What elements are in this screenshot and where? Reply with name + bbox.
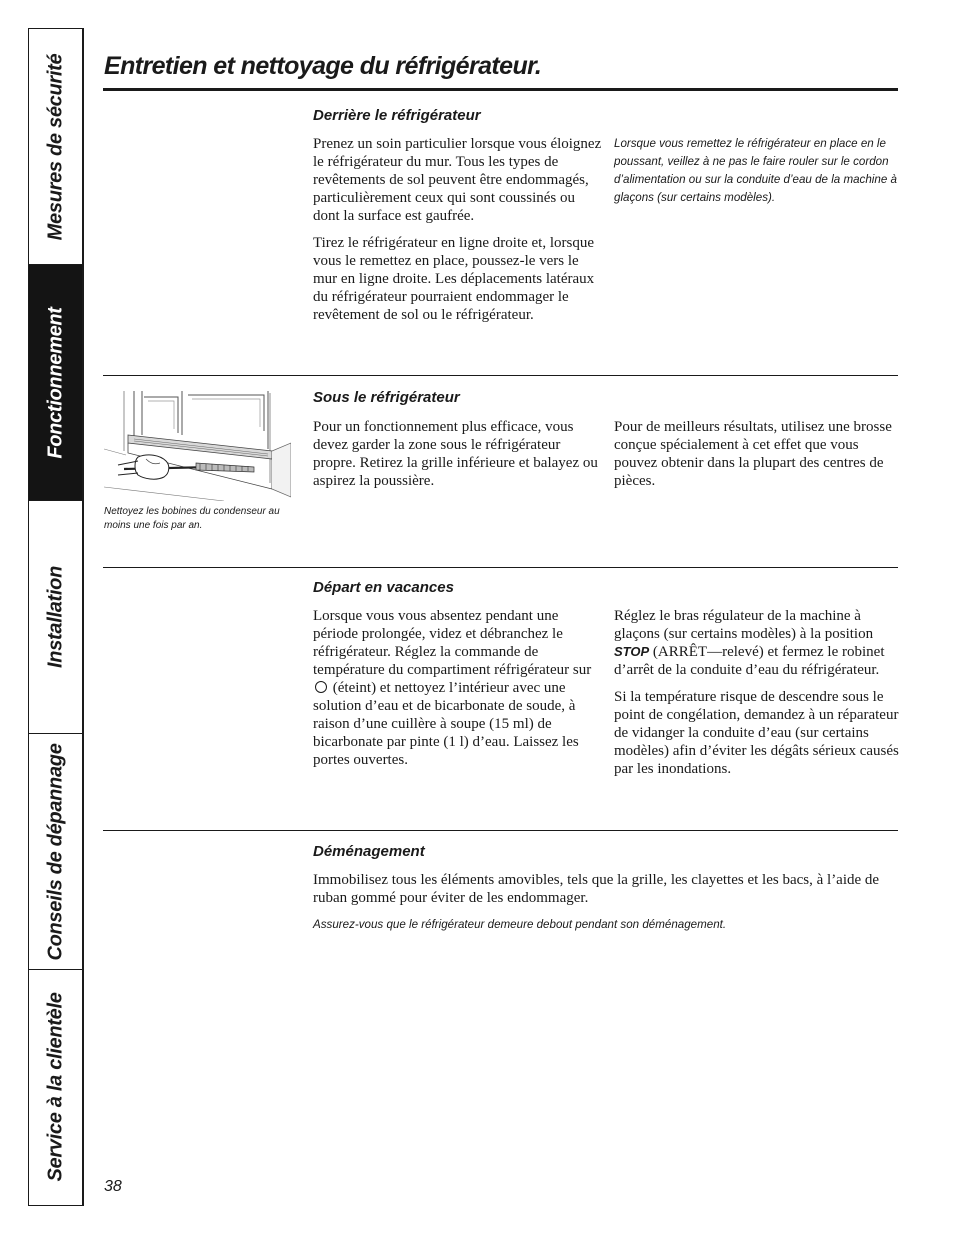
title-divider <box>103 88 898 91</box>
paragraph <box>313 607 603 769</box>
off-circle-icon <box>315 681 327 693</box>
heading-depart: Départ en vacances <box>313 579 454 596</box>
text-span: (éteint) et nettoyez l’intérieur avec une solution d’eau et de bicarbonate de soude, à raison d’une cuillère à soupe (15 ml) de bicarbonate par pinte (1 l) d’eau. Laissez les portes ouvertes. <box>313 680 579 768</box>
paragraph <box>614 607 899 679</box>
text-span: Lorsque vous vous absentez pendant une période prolongée, videz et débranchez le réfrigérateur. Réglez la commande de température du compartiment réfrigérateur sur <box>313 608 592 678</box>
condenser-cleaning-illustration <box>104 391 291 501</box>
paragraph: Pour un fonctionnement plus efficace, vous devez garder la zone sous le réfrigérateur propre. Retirez la grille inférieure et balayez ou aspirez la poussière. <box>313 419 598 489</box>
text-span: Réglez le bras régulateur de la machine à glaçons (sur certains modèles) à la position <box>614 608 874 642</box>
tab-service-a-la-clientele[interactable] <box>29 970 82 1204</box>
demenagement-note: Assurez-vous que le réfrigérateur demeure debout pendant son déménagement. <box>313 918 727 931</box>
stop-label: STOP <box>614 644 650 659</box>
section-divider <box>103 375 898 376</box>
illustration-caption: Nettoyez les bobines du condenseur au moins une fois par an. <box>104 506 280 531</box>
tab-label: Mesures de sécurité <box>44 53 66 240</box>
derriere-note: Lorsque vous remettez le réfrigérateur en place en le poussant, veillez à ne pas le faire rouler sur le cordon d’alimentation ou sur la conduite d’eau de la machine à glaçons (sur certains modèles). <box>614 137 897 204</box>
section-divider <box>103 830 898 831</box>
section-divider <box>103 567 898 568</box>
tab-mesures-de-securite[interactable] <box>29 29 82 265</box>
heading-demenagement: Déménagement <box>313 843 425 860</box>
tab-installation[interactable] <box>29 501 82 734</box>
page-number: 38 <box>104 1178 122 1195</box>
tab-fonctionnement[interactable] <box>29 265 82 501</box>
paragraph: Immobilisez tous les éléments amovibles, tels que la grille, les clayettes et les bacs, à l’aide de ruban gommé pour éviter de les endommager. <box>313 872 880 906</box>
paragraph: Tirez le réfrigérateur en ligne droite et, lorsque vous le remettez en place, poussez-le vers le mur en ligne droite. Les déplacements latéraux du réfrigérateur pourraient endommager le revêtement de sol ou le réfrigérateur. <box>313 235 595 323</box>
tab-label: Installation <box>44 566 66 668</box>
paragraph: Prenez un soin particulier lorsque vous éloignez le réfrigérateur du mur. Tous les types de revêtements de sol peuvent être endommagés, particulièrement ceux qui sont coussinés ou dont la surface est gaufrée. <box>313 136 602 224</box>
derriere-body <box>313 135 603 333</box>
sous-body <box>313 418 603 499</box>
depart-body-right <box>614 607 899 787</box>
page-title: Entretien et nettoyage du réfrigérateur. <box>104 52 542 80</box>
paragraph: Si la température risque de descendre sous le point de congélation, demandez à un réparateur de vidanger la conduite d’eau (sur certains modèles) afin d’éviter les dégâts sérieux causés par les inondations. <box>614 689 899 777</box>
text-span: (ARRÊT—relevé) et fermez le robinet d’arrêt de la conduite d’eau du réfrigérateur. <box>614 644 885 678</box>
tab-label: Conseils de dépannage <box>44 742 66 961</box>
tab-label: Fonctionnement <box>44 306 66 459</box>
tab-conseils-de-depannage[interactable] <box>29 734 82 970</box>
tab-label: Service à la clientèle <box>44 992 66 1182</box>
demenagement-body <box>313 871 898 934</box>
sous-body-right <box>614 418 899 499</box>
side-tabs <box>28 28 84 1206</box>
depart-body <box>313 607 603 778</box>
heading-derriere: Derrière le réfrigérateur <box>313 107 481 124</box>
paragraph: Pour de meilleurs résultats, utilisez une brosse conçue spécialement à cet effet que vous pouvez obtenir dans la plupart des centres de pièces. <box>614 419 892 489</box>
heading-sous: Sous le réfrigérateur <box>313 389 460 406</box>
